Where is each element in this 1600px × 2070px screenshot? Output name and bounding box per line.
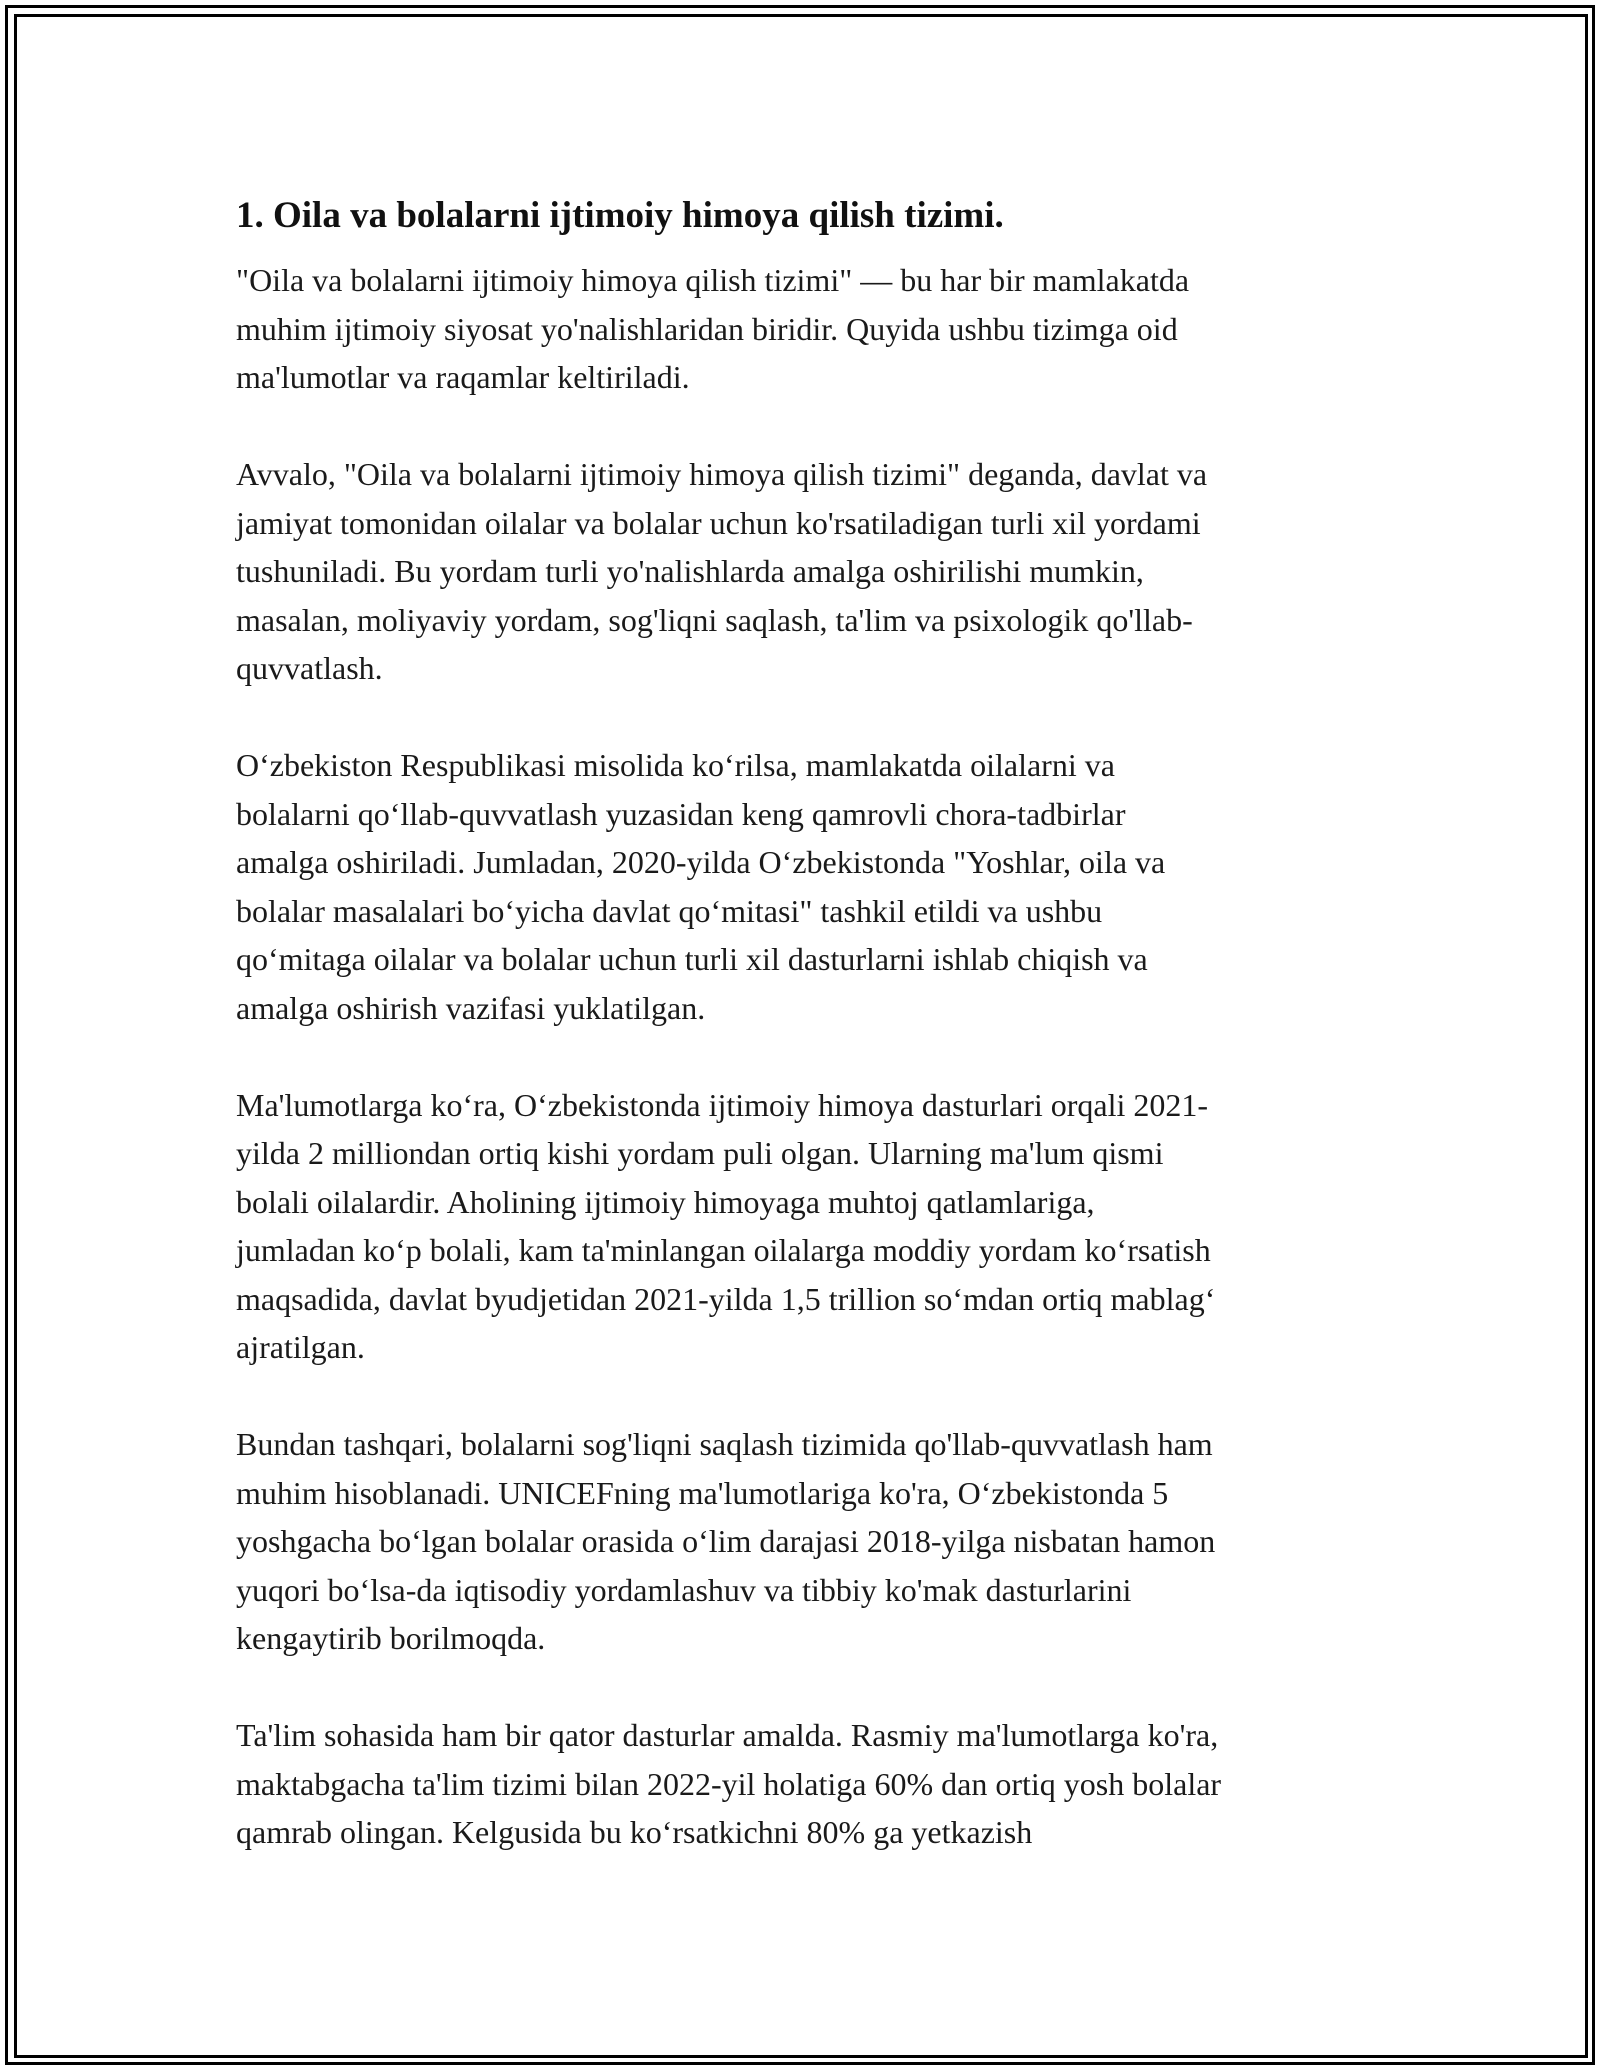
paragraph-line: maqsadida, davlat byudjetidan 2021-yilda 1,5 trillion so‘mdan ortiq mablag‘ (236, 1280, 1216, 1317)
paragraph-4 (236, 1081, 1371, 1372)
paragraph-line: bolalarni qo‘llab-quvvatlash yuzasidan keng qamrovli chora-tadbirlar (236, 795, 1126, 832)
paragraph-line: qo‘mitaga oilalar va bolalar uchun turli xil dasturlarni ishlab chiqish va (236, 941, 1148, 977)
paragraph-line: qamrab olingan. Kelgusida bu ko‘rsatkichni 80% ga yetkazish (236, 1814, 1033, 1850)
paragraph-3 (236, 741, 1371, 1032)
paragraph-2 (236, 450, 1371, 693)
paragraph-line: ma'lumotlar va raqamlar keltiriladi. (236, 359, 690, 395)
paragraph-list (236, 256, 1371, 1857)
paragraph-5 (236, 1420, 1371, 1663)
paragraph-line: tushuniladi. Bu yordam turli yo'nalishlarda amalga oshirilishi mumkin, (236, 553, 1144, 589)
document-body (236, 190, 1371, 1905)
paragraph-1 (236, 256, 1371, 402)
paragraph-line: Bundan tashqari, bolalarni sog'liqni saqlash tizimida qo'llab-quvvatlash ham (236, 1426, 1213, 1462)
paragraph-line: yilda 2 milliondan ortiq kishi yordam puli olgan. Ularning ma'lum qismi (236, 1135, 1164, 1171)
paragraph-line: Avvalo, "Oila va bolalarni ijtimoiy himoya qilish tizimi" deganda, davlat va (236, 456, 1208, 492)
paragraph-line: "Oila va bolalarni ijtimoiy himoya qilish tizimi" — bu har bir mamlakatda (236, 262, 1190, 298)
paragraph-line: yoshgacha bo‘lgan bolalar orasida o‘lim darajasi 2018-yilga nisbatan hamon (236, 1523, 1216, 1559)
paragraph-line: kengaytirib borilmoqda. (236, 1620, 546, 1656)
paragraph-line: quvvatlash. (236, 650, 383, 686)
paragraph-line: ajratilgan. (236, 1329, 365, 1365)
paragraph-line: Ma'lumotlarga ko‘ra, O‘zbekistonda ijtimoiy himoya dasturlari orqali 2021- (236, 1086, 1209, 1123)
paragraph-6 (236, 1711, 1371, 1857)
paragraph-line: bolali oilalardir. Aholining ijtimoiy himoyaga muhtoj qatlamlariga, (236, 1183, 1095, 1220)
section-heading: 1. Oila va bolalarni ijtimoiy himoya qilish tizimi. (236, 195, 1004, 236)
paragraph-line: Ta'lim sohasida ham bir qator dasturlar amalda. Rasmiy ma'lumotlarga ko'ra, (236, 1717, 1219, 1753)
paragraph-line: jamiyat tomonidan oilalar va bolalar uchun ko'rsatiladigan turli xil yordami (236, 504, 1201, 541)
paragraph-line: muhim ijtimoiy siyosat yo'nalishlaridan biridir. Quyida ushbu tizimga oid (236, 310, 1178, 347)
paragraph-line: O‘zbekiston Respublikasi misolida ko‘rilsa, mamlakatda oilalarni va (236, 747, 1115, 783)
paragraph-line: masalan, moliyaviy yordam, sog'liqni saqlash, ta'lim va psixologik qo'llab- (236, 601, 1193, 638)
paragraph-line: bolalar masalalari bo‘yicha davlat qo‘mitasi" tashkil etildi va ushbu (236, 892, 1103, 929)
paragraph-line: jumladan ko‘p bolali, kam ta'minlangan oilalarga moddiy yordam ko‘rsatish (236, 1232, 1211, 1268)
paragraph-line: muhim hisoblanadi. UNICEFning ma'lumotlariga ko'ra, O‘zbekistonda 5 (236, 1474, 1169, 1511)
paragraph-line: yuqori bo‘lsa-da iqtisodiy yordamlashuv va tibbiy ko'mak dasturlarini (236, 1571, 1132, 1608)
paragraph-line: amalga oshirish vazifasi yuklatilgan. (236, 989, 706, 1026)
paragraph-line: amalga oshiriladi. Jumladan, 2020-yilda O‘zbekistonda "Yoshlar, oila va (236, 844, 1166, 880)
paragraph-line: maktabgacha ta'lim tizimi bilan 2022-yil holatiga 60% dan ortiq yosh bolalar (236, 1765, 1222, 1802)
